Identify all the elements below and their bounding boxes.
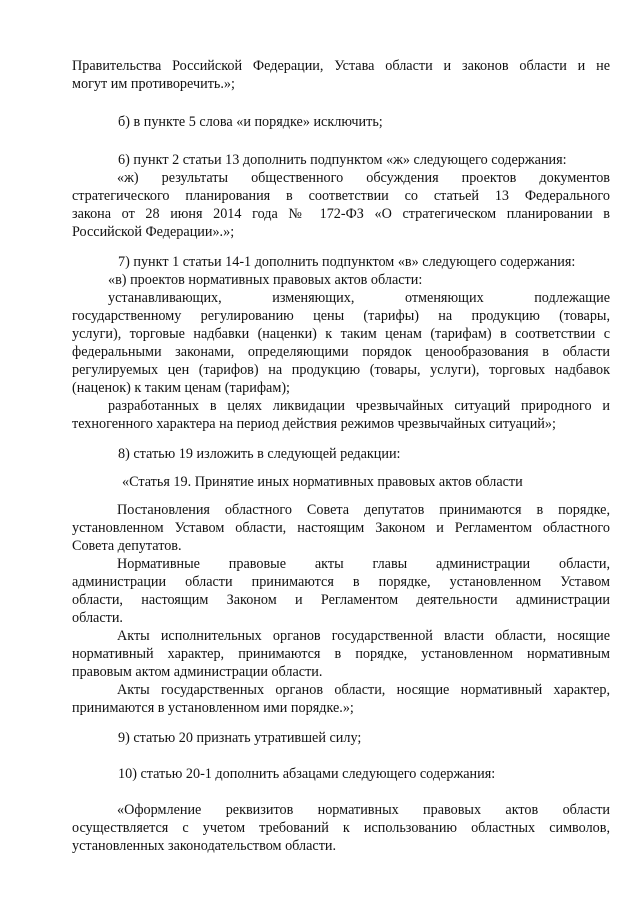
text-line: «Оформление реквизитов нормативных правовых актов области (117, 802, 610, 818)
text-line: техногенного характера на период действия режимов чрезвычайных ситуаций»; (72, 416, 556, 432)
text-line: Акты исполнительных органов государственной власти области, носящие (117, 628, 610, 644)
text-line: области, настоящим Законом и Регламентом деятельности администрации (72, 592, 610, 608)
text-line: принимаются в установленном ими порядке.»; (72, 700, 354, 716)
text-line: услуги), торговые надбавки (наценки) к таким ценам (тарифам) в соответствии с (72, 326, 610, 342)
text-line: установленном Уставом области, настоящим Законом и Регламентом областного (72, 520, 610, 536)
text-line: Нормативные правовые акты главы администрации области, (117, 556, 610, 572)
text-line: 10) статью 20-1 дополнить абзацами следующего содержания: (118, 766, 496, 782)
text-line: «в) проектов нормативных правовых актов области: (108, 272, 423, 288)
text-line: стратегического планирования в соответствии со статьей 13 Федерального (72, 188, 610, 204)
text-line: осуществляется с учетом требований к использованию областных символов, (72, 820, 610, 836)
text-line: установленных законодательством области. (72, 838, 337, 854)
text-line: Акты государственных органов области, носящие нормативный характер, (117, 682, 610, 698)
text-line: Правительства Российской Федерации, Устава области и законов области и не (72, 58, 610, 74)
text-line: могут им противоречить.»; (72, 76, 235, 92)
text-line: Российской Федерации».»; (72, 224, 235, 240)
text-line: закона от 28 июня 2014 года № 172-ФЗ «О стратегическом планировании в (72, 206, 610, 222)
text-line: федеральными законами, определяющими порядок ценообразования в области (72, 344, 610, 360)
text-line: 6) пункт 2 статьи 13 дополнить подпунктом «ж» следующего содержания: (118, 152, 567, 168)
text-line: регулируемых цен (тарифов) на продукцию (товары, услуги), торговых надбавок (72, 362, 610, 378)
text-line: (наценок) к таким ценам (тарифам); (72, 380, 290, 396)
text-line: государственному регулированию цены (тарифы) на продукцию (товары, (72, 308, 610, 324)
text-line: 9) статью 20 признать утратившей силу; (118, 730, 362, 746)
text-line: разработанных в целях ликвидации чрезвычайных ситуаций природного и (108, 398, 610, 414)
text-line: администрации области принимаются в порядке, установленном Уставом (72, 574, 610, 590)
text-line: Совета депутатов. (72, 538, 182, 554)
text-line: области. (72, 610, 123, 626)
text-line: устанавливающих, изменяющих, отменяющих подлежащие (108, 290, 610, 306)
text-line: нормативный характер, принимаются в порядке, установленном нормативным (72, 646, 610, 662)
article-heading: «Статья 19. Принятие иных нормативных правовых актов области (122, 474, 523, 490)
text-line: 7) пункт 1 статьи 14-1 дополнить подпунктом «в» следующего содержания: (118, 254, 576, 270)
text-line: 8) статью 19 изложить в следующей редакции: (118, 446, 401, 462)
text-line: «ж) результаты общественного обсуждения проектов документов (117, 170, 610, 186)
text-line: правовым актом администрации области. (72, 664, 323, 680)
text-line: Постановления областного Совета депутатов принимаются в порядке, (117, 502, 610, 518)
text-line: б) в пункте 5 слова «и порядке» исключить; (118, 114, 383, 130)
